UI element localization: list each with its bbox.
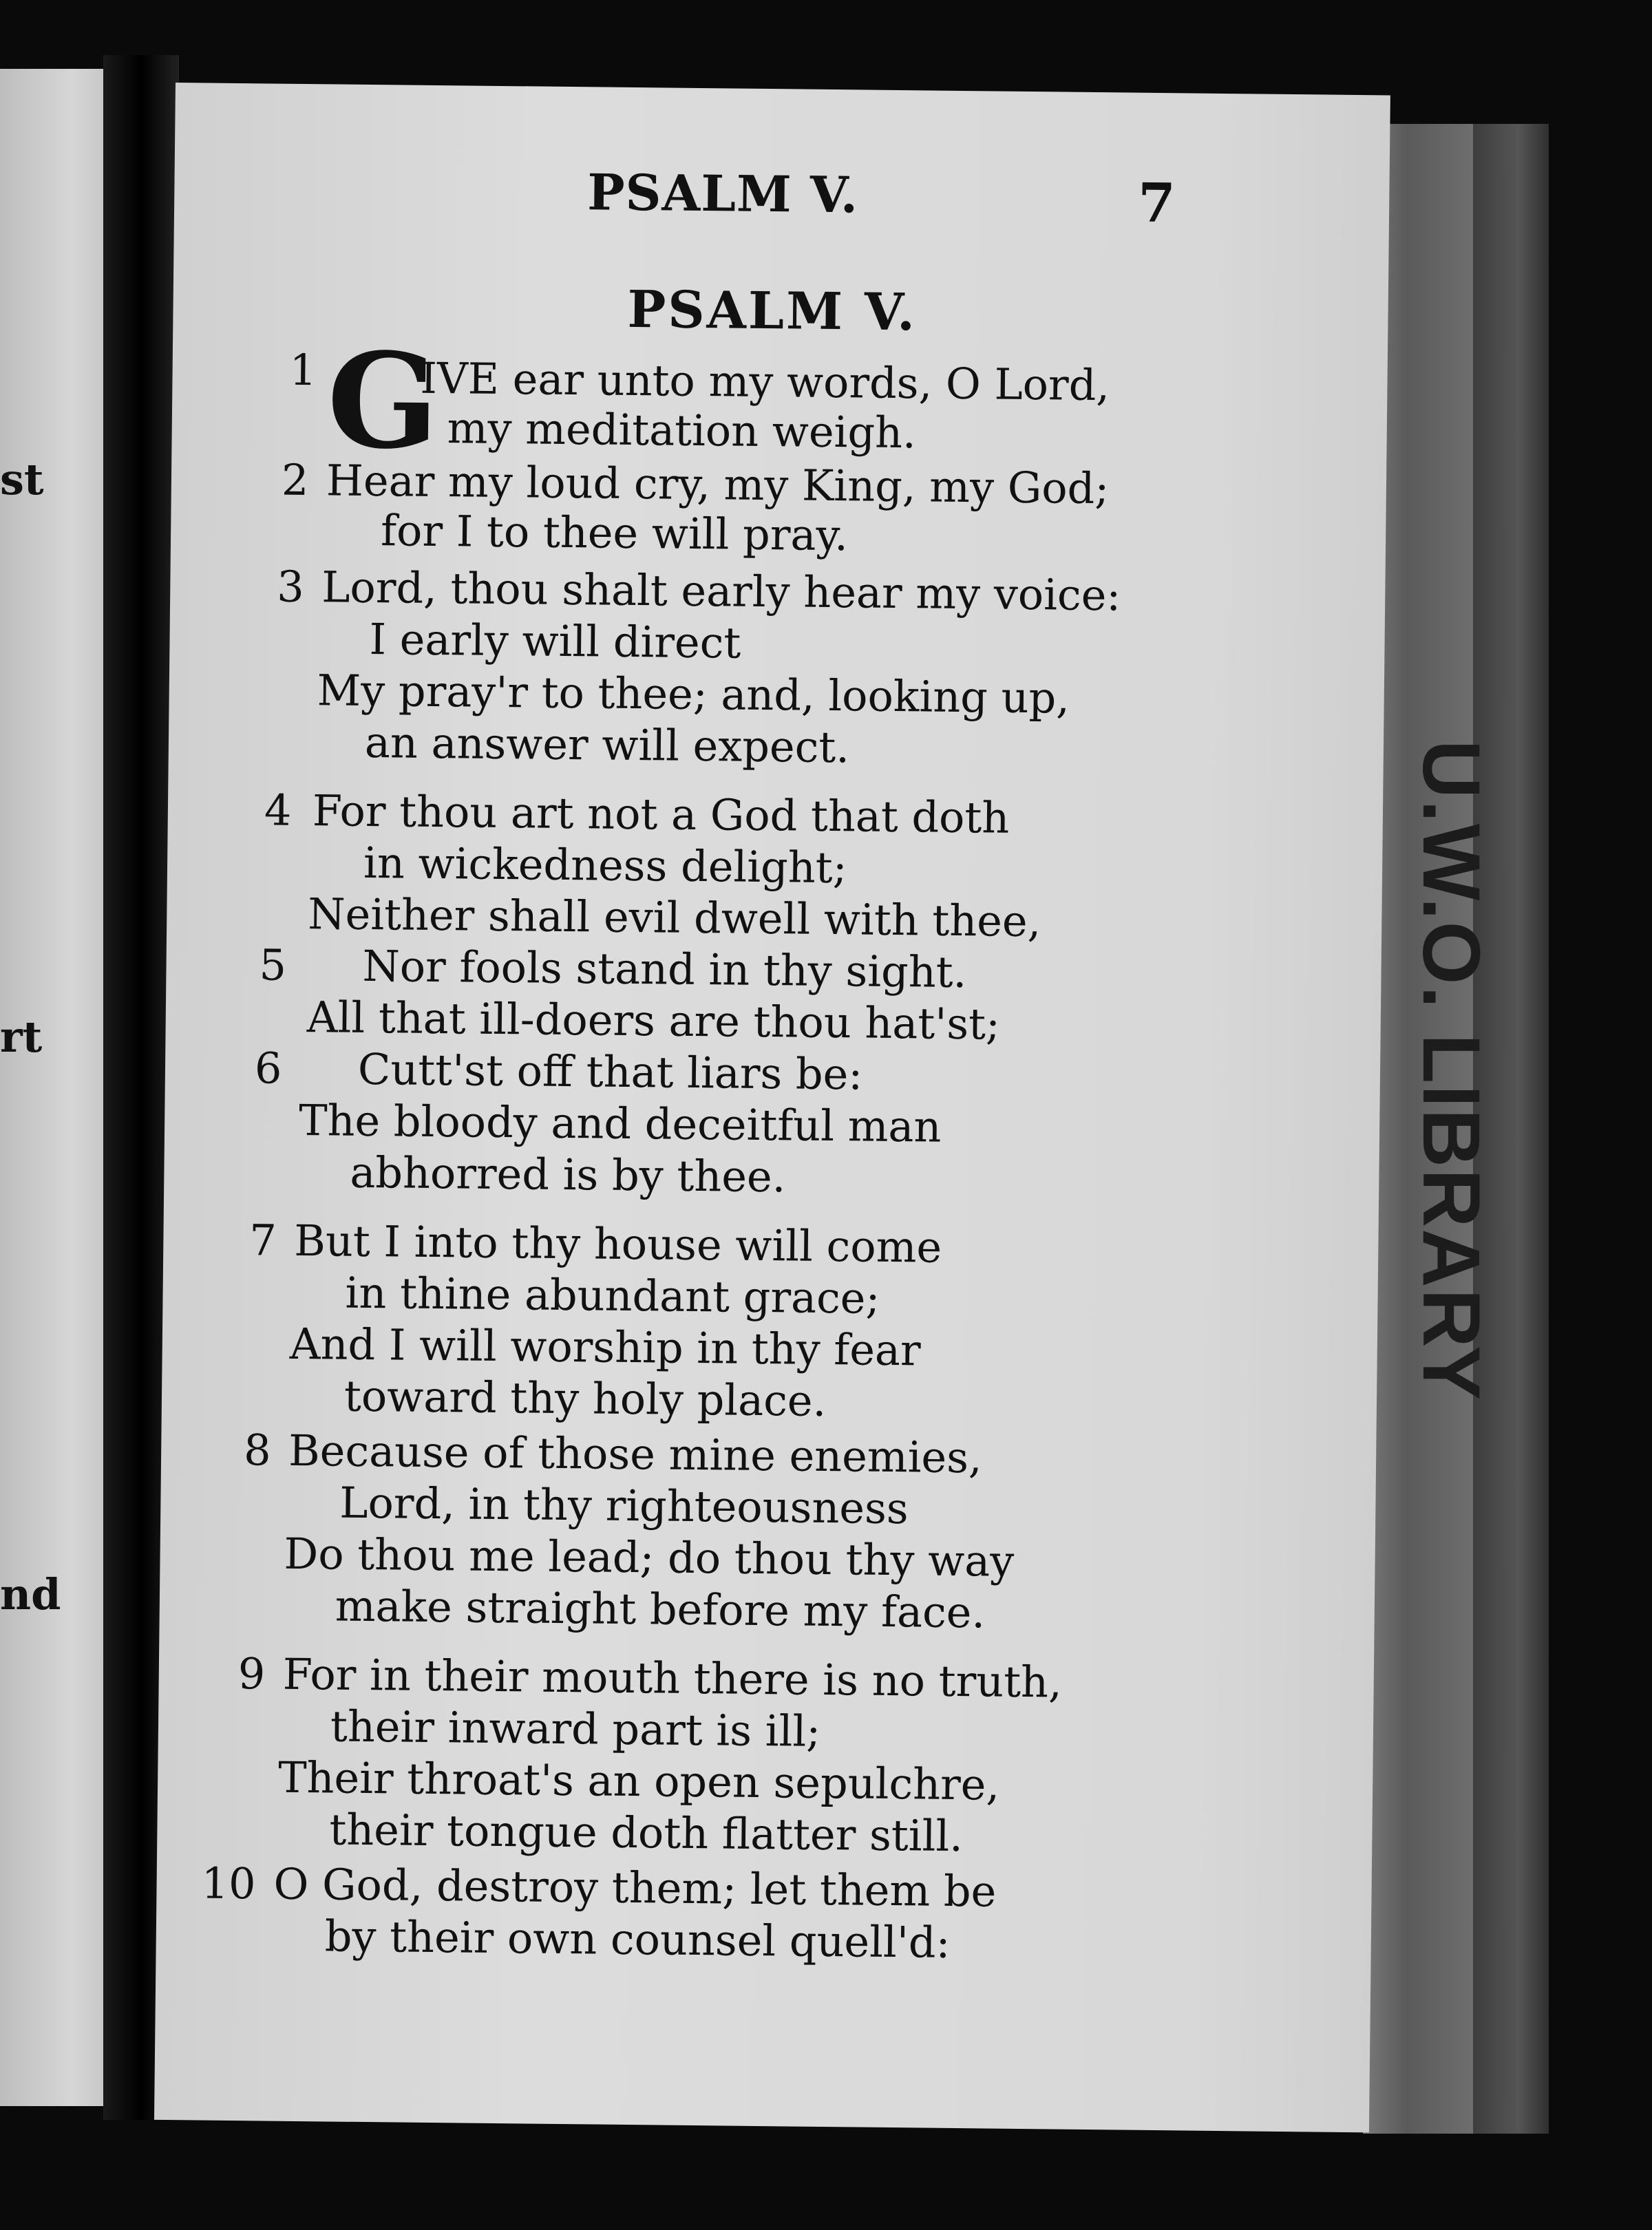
facing-page-fragment: nd bbox=[0, 1569, 61, 1620]
verse-line: for I to thee will pray. bbox=[380, 505, 849, 561]
verse-number: 3 bbox=[276, 561, 305, 612]
verse-number: 7 bbox=[249, 1215, 277, 1266]
verse-line: Lord, thou shalt early hear my voice: bbox=[321, 562, 1121, 621]
verse-line: All that ill-doers are thou hat'st; bbox=[306, 992, 1001, 1050]
verse-number: 8 bbox=[243, 1425, 272, 1476]
verse-line: my meditation weigh. bbox=[447, 403, 917, 458]
verse-line: make straight before my face. bbox=[335, 1580, 986, 1638]
verse-number: 1 bbox=[289, 344, 317, 396]
verse-line: an answer will expect. bbox=[364, 716, 850, 773]
verse-number: 9 bbox=[237, 1648, 266, 1699]
facing-page-fragment: st bbox=[0, 454, 44, 505]
verse-line: Their throat's an open sepulchre, bbox=[277, 1752, 1000, 1810]
page-number: 7 bbox=[1137, 171, 1176, 235]
verse-line: toward thy holy place. bbox=[343, 1370, 827, 1427]
verse-line: I early will direct bbox=[369, 613, 741, 668]
verse-number: 4 bbox=[264, 785, 292, 836]
verse-line: Cutt'st off that liars be: bbox=[357, 1043, 863, 1100]
psalm-page bbox=[154, 83, 1390, 2132]
verse-line: And I will worship in thy fear bbox=[289, 1318, 922, 1376]
verse-line: But I into thy house will come bbox=[294, 1215, 942, 1273]
verse-line: Nor fools stand in thy sight. bbox=[362, 940, 967, 998]
verse-line: Neither shall evil dwell with thee, bbox=[307, 889, 1041, 947]
verse-line: Do thou me lead; do thou thy way bbox=[284, 1528, 1015, 1586]
verse-line: For thou art not a God that doth bbox=[312, 785, 1010, 843]
running-head: PSALM V. bbox=[586, 162, 859, 224]
psalm-title: PSALM V. bbox=[627, 279, 918, 343]
verse-number: 10 bbox=[201, 1858, 256, 1909]
verse-number: 2 bbox=[281, 454, 309, 506]
verse-line: their inward part is ill; bbox=[330, 1701, 821, 1756]
verse-number: 5 bbox=[259, 939, 287, 990]
verse-line: Because of those mine enemies, bbox=[288, 1425, 983, 1483]
drop-cap: G bbox=[326, 323, 440, 479]
verse-line: in wickedness delight; bbox=[363, 837, 847, 893]
verse-line: their tongue doth flatter still. bbox=[329, 1804, 964, 1862]
psalm-verses bbox=[173, 323, 1388, 1968]
verse-line: IVE ear unto my words, O Lord, bbox=[420, 352, 1110, 411]
facing-page-fragment: rt bbox=[0, 1012, 43, 1062]
verse-line: My pray'r to thee; and, looking up, bbox=[317, 665, 1070, 723]
verse-number: 6 bbox=[254, 1043, 282, 1094]
verse-line: in thine abundant grace; bbox=[345, 1267, 880, 1324]
verse-line: O God, destroy them; let them be bbox=[273, 1858, 997, 1917]
verse-line: The bloody and deceitful man bbox=[298, 1094, 942, 1152]
spine-library-label: U.W.O. LIBRARY bbox=[1406, 740, 1496, 1402]
verse-line: For in their mouth there is no truth, bbox=[282, 1648, 1063, 1708]
verse-line: by their own counsel quell'd: bbox=[324, 1911, 951, 1968]
verse-line: Hear my loud cry, my King, my God; bbox=[326, 455, 1110, 514]
facing-page-edge bbox=[0, 69, 107, 2106]
verse-line: Lord, in thy righteousness bbox=[339, 1477, 909, 1534]
verse-line: abhorred is by thee. bbox=[350, 1147, 786, 1202]
